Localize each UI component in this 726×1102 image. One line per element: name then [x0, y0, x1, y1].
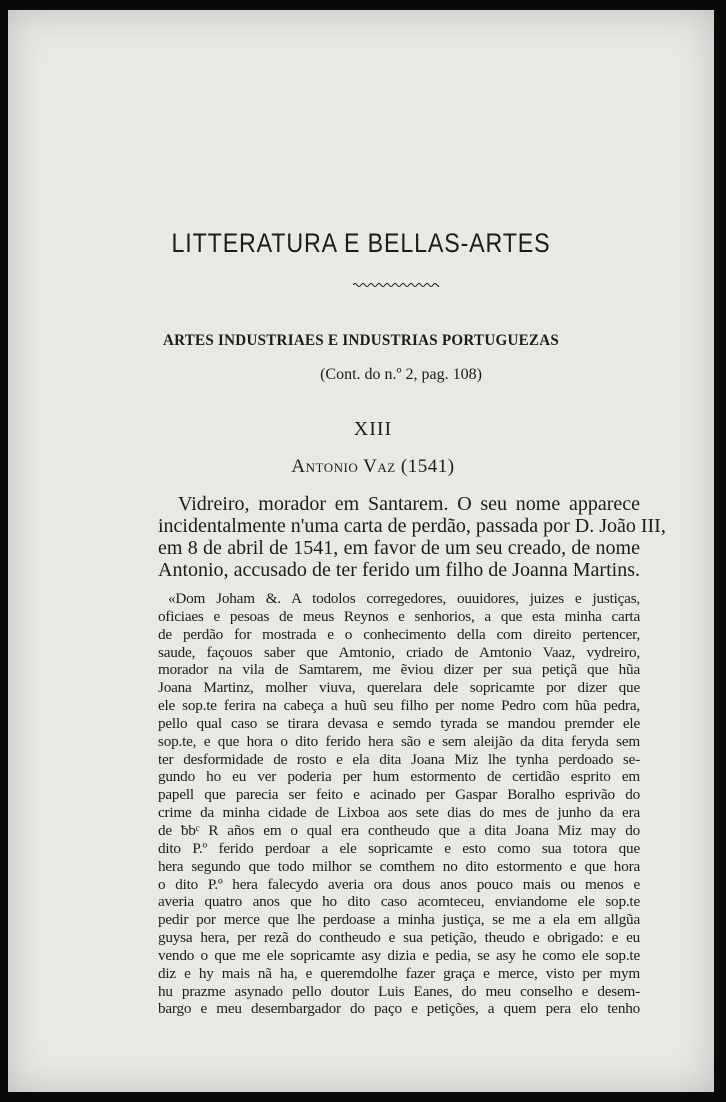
body-line: hera segundo que todo milhor se comthem no dito estormento e que hora — [158, 857, 640, 875]
body-line: bargo e meu desembargador do paço e petições, a quem pera elo tenho — [158, 1000, 640, 1018]
decorative-rule — [353, 282, 439, 288]
chapter-number: XIII — [353, 418, 393, 440]
body-line: hu prazme asynado pello doutor Luis Eanes, do meu conselho e desem- — [158, 982, 640, 1000]
body-line: diz e hy mais nã ha, e queremdolhe fazer graça e merce, visto per mym — [158, 964, 640, 982]
intro-paragraph — [158, 493, 666, 581]
body-line: guysa hera, per rezã do contheudo e sua petição, theudo e obrigado: e eu — [158, 929, 640, 947]
body-line: ter desformidade de rosto e ela dita Joana Miz lhe tynha perdoado se- — [158, 750, 640, 768]
body-line: ele sop.te ferira na cabeça a huũ seu filho per nome Pedro com hũa pedra, — [158, 697, 640, 715]
body-line: averia quatro anos que ho dito caso acomteceu, enviandome ele sop.te — [158, 893, 640, 911]
continuation-note: (Cont. do n.º 2, pag. 108) — [320, 366, 482, 383]
body-line: oficiaes e pesoas de meus Reynos e senhorios, a que esta minha carta — [158, 607, 640, 625]
intro-line: Antonio, accusado de ter ferido um filho de Joanna Martins. — [158, 559, 640, 581]
intro-line: em 8 de abril de 1541, em favor de um seu creado, de nome — [158, 537, 640, 559]
intro-line: Vidreiro, morador em Santarem. O seu nome apparece — [178, 493, 640, 515]
document-page — [8, 10, 714, 1092]
body-line: de ƀbᶜ R años em o qual era contheudo que a dita Joana Miz may do — [158, 821, 640, 839]
body-line: sop.te, e que hora o dito ferido hera são e sem aleijão da dita feryda sem — [158, 732, 640, 750]
body-line: papell que parecia ser feito e acinado per Gaspar Boralho esprivão do — [158, 786, 640, 804]
body-line: vendo o que me ele sopricamte asy dizia e pedia, se asy he como ele sop.te — [158, 946, 640, 964]
body-line: crime da minha cidade de Lixboa aos sete dias do mes de junho da era — [158, 804, 640, 822]
body-line: «Dom Joham &. A todolos corregedores, ouuidores, juizes e justiças, — [168, 590, 640, 607]
body-line: pedir por merce que lhe perdoase a minha justiça, se me a ela em allgũa — [158, 911, 640, 929]
body-line: Joana Martinz, molher viuva, querelara dele sopricamte por dizer que — [158, 679, 640, 697]
chapter-subject: Antonio Vaz (1541) — [291, 456, 455, 477]
body-line: o dito P.º hera falecydo averia ora dous anos pouco mais ou menos e — [158, 875, 640, 893]
body-line: morador na vila de Samtarem, me ẽviou dizer per sua petiçã que hũa — [158, 661, 640, 679]
body-line: pello qual caso se tirara devasa e semdo tyrada se mandou premder ele — [158, 714, 640, 732]
intro-line: incidentalmente n'uma carta de perdão, passada por D. João III, — [158, 515, 666, 537]
body-line: de perdão for mostrada e o conhecimento della com direito pertencer, — [158, 625, 640, 643]
body-line: gundo ho eu ver poderia per hum estormento de certidão esprito em — [158, 768, 640, 786]
section-title: LITTERATURA E BELLAS-ARTES — [171, 228, 551, 258]
body-line: dito P.º ferido perdoar a ele sopricamte e esto como sua totora que — [158, 839, 640, 857]
body-line: saude, façouos saber que Amtonio, criado de Amtonio Vaaz, vydreiro, — [158, 643, 640, 661]
article-title: ARTES INDUSTRIAES E INDUSTRIAS PORTUGUEZAS — [162, 332, 560, 349]
quoted-document — [158, 590, 640, 1018]
